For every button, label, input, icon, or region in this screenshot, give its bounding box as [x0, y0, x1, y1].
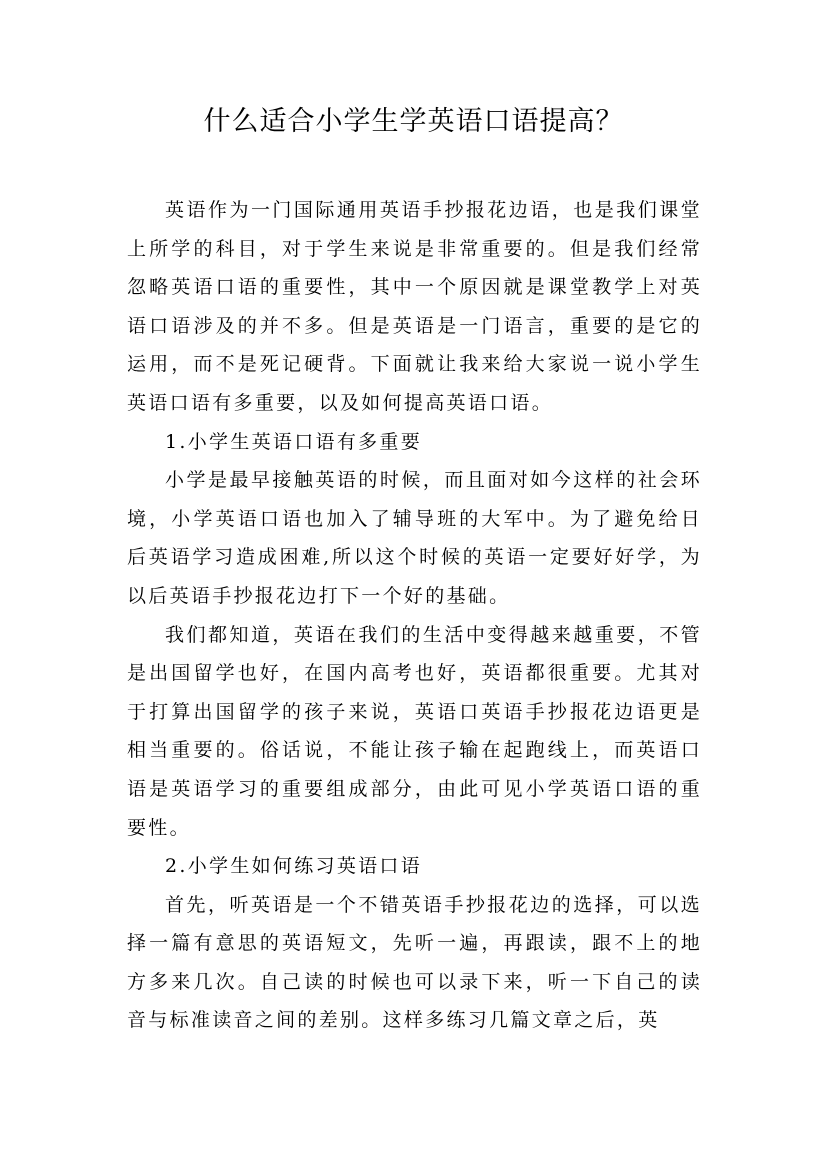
section-heading-2: 2.小学生如何练习英语口语: [165, 855, 423, 878]
paragraph-section-2-a: 首先，听英语是一个不错英语手抄报花边的选择，可以选择一篇有意思的英语短文，先听一遍，再跟读，跟不上的地方多来几次。自己读的时候也可以录下来，听一下自己的读音与标准读音之间的差别。这样多练习几篇文章之后，英: [127, 893, 702, 1032]
document-title: 什么适合小学生学英语口语提高？: [203, 106, 624, 137]
paragraph-section-1-a: 小学是最早接触英语的时候，而且面对如今这样的社会环境，小学英语口语也加入了辅导班的大军中。为了避免给日后英语学习造成困难,所以这个时候的英语一定要好好学，为以后英语手抄报花边打下一个好的基础。: [127, 469, 702, 607]
paragraph-intro: 英语作为一门国际通用英语手抄报花边语，也是我们课堂上所学的科目，对于学生来说是非常重要的。但是我们经常忽略英语口语的重要性，其中一个原因就是课堂教学上对英语口语涉及的并不多。但是英语是一门语言，重要的是它的运用，而不是死记硬背。下面就让我来给大家说一说小学生英语口语有多重要，以及如何提高英语口语。: [127, 199, 702, 414]
paragraph-section-1-b: 我们都知道，英语在我们的生活中变得越来越重要，不管是出国留学也好，在国内高考也好，英语都很重要。尤其对于打算出国留学的孩子来说，英语口英语手抄报花边语更是相当重要的。俗话说，不能让孩子输在起跑线上，而英语口语是英语学习的重要组成部分，由此可见小学英语口语的重要性。: [127, 623, 702, 839]
section-heading-1: 1.小学生英语口语有多重要: [165, 430, 423, 453]
document-body: [127, 191, 702, 1040]
